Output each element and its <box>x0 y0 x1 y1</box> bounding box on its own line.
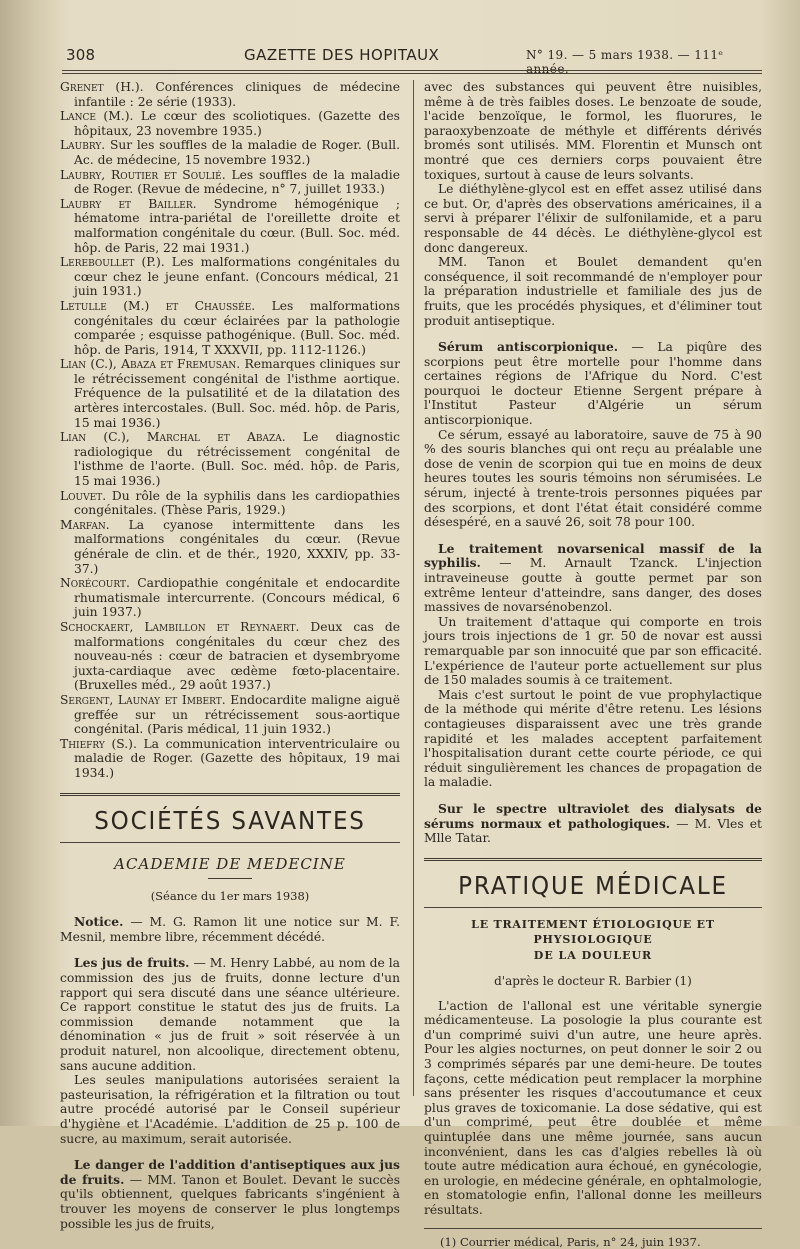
reference-text: La cyanose intermittente dans les malformations congénitales du cœur. (Revue générale de clin. et de thér., 1920, XXXIV, pp. 33-37.) <box>74 517 400 576</box>
jus-paragraph-1 <box>60 956 400 1073</box>
reference-item <box>60 430 400 488</box>
reference-text: La communication interventriculaire ou maladie de Roger. (Gazette des hôpitaux, 19 mai 1934.) <box>74 736 400 780</box>
article-title: LE TRAITEMENT ÉTIOLOGIQUE ET PHYSIOLOGIQUE <box>471 918 715 946</box>
jus-text-1: — M. Henry Labbé, au nom de la commission des jus de fruits, donne lecture d'un rapport qui sera discuté dans une séance ultérieure. Ce rapport constitue le statut des jus de fruits. La commission demande notamment que la dénomination « jus de fruit » soit réservée à un produit naturel, non alcoolique, directement obtenu, sans aucune addition. <box>60 956 400 1073</box>
serum-paragraph-1 <box>424 340 762 428</box>
danger-paragraph <box>60 1158 400 1231</box>
reference-author: Thiefry (S.). <box>60 736 137 751</box>
spectre-paragraph <box>424 802 762 846</box>
reference-item <box>60 693 400 737</box>
spectre-text: — M. Vles et Mlle Tatar. <box>424 816 762 846</box>
reference-author: Laubry, Routier et Soulié. <box>60 167 226 182</box>
reference-text: Le diagnostic radiologique du rétrécissement congénital de l'isthme de l'aorte. (Bull. Soc. méd. hôp. de Paris, 15 mai 1936.) <box>74 430 400 489</box>
issue-info: N° 19. — 5 mars 1938. — 111ᵉ année. <box>526 48 724 76</box>
right-column <box>424 80 762 1249</box>
notice-lead: Notice. <box>74 914 124 930</box>
section-rule-bottom <box>60 842 400 843</box>
journal-title: GAZETTE DES HOPITAUX <box>244 46 440 64</box>
reference-author: Sergent, Launay et Imbert. <box>60 692 226 707</box>
reference-text: Les malformations congénitales du cœur chez le jeune enfant. (Concours médical, 21 juin 1931.) <box>74 255 400 299</box>
reference-list <box>60 80 400 781</box>
reference-item <box>60 109 400 138</box>
danger-lead: Le danger de l'addition d'antiseptiques aux jus de fruits. <box>60 1157 400 1187</box>
jus-paragraph-2: Les seules manipulations autorisées seraient la pasteurisation, la réfrigération et la filtration ou tout autre procédé autorisé par le Conseil supérieur d'hygiène et l'Académie. L'addition de 25 p. 100 de sucre, au maximum, serait autorisée. <box>60 1073 400 1146</box>
left-column <box>60 80 400 1231</box>
short-rule <box>208 878 252 879</box>
header-rule-2 <box>62 73 762 74</box>
spectre-lead: Sur le spectre ultraviolet des dialysats de sérums normaux et pathologiques. <box>424 800 762 831</box>
reference-item <box>60 255 400 299</box>
reference-author: Lance (M.). <box>60 109 134 124</box>
reference-author: Marfan. <box>60 517 110 532</box>
article-subtitle: DE LA DOULEUR <box>533 949 653 963</box>
traitement-paragraph-1 <box>424 542 762 615</box>
page-header <box>62 42 762 76</box>
reference-item <box>60 620 400 693</box>
session-date: (Séance du 1er mars 1938) <box>150 888 310 903</box>
jus-lead: Les jus de fruits. <box>74 955 190 971</box>
reference-item <box>60 168 400 197</box>
reference-text: Syndrome hémogénique ; hématome intra-pariétal de l'oreillette droite et malformation congénitale du cœur. (Bull. Soc. méd. hôp. de Paris, 22 mai 1931.) <box>74 196 400 255</box>
reference-text: Remarques cliniques sur le rétrécissement congénital de l'isthme aortique. Fréquence de la pulsatilité et de la dilatation des artères intercostales. (Bull. Soc. méd. hôp. de Paris, 15 mai 1936.) <box>74 357 400 430</box>
footnote: (1) Courrier médical, Paris, n° 24, juin 1937. <box>424 1228 762 1249</box>
reference-text: Cardiopathie congénitale et endocardite rhumatismale intercurrente. (Concours médical, 6 juin 1937.) <box>74 576 400 620</box>
continued-paragraph-3: MM. Tanon et Boulet demandent qu'en conséquence, il soit recommandé de n'employer pour la préparation industrielle et familiale des jus de fruits, que les procédés physiques, et d'éliminer tout produit antiseptique. <box>424 255 762 328</box>
reference-author: Laubry. <box>60 138 106 153</box>
serum-text-1: — La piqûre des scorpions peut être mortelle pour l'homme dans certaines régions de l'Afrique du Nord. C'est pourquoi le docteur Etienne Sergent prépare à l'Institut Pasteur d'Algérie un sérum antiscorpionique. <box>424 340 762 428</box>
reference-item <box>60 299 400 357</box>
reference-item <box>60 489 400 518</box>
reference-author: Lian (C.), Marchal et Abaza. <box>60 430 286 445</box>
reference-item <box>60 197 400 255</box>
notice-text: — M. G. Ramon lit une notice sur M. F. Mesnil, membre libre, récemment décédé. <box>60 915 400 944</box>
column-divider <box>413 80 414 1096</box>
traitement-paragraph-3: Mais c'est surtout le point de vue prophylactique de la méthode qui mérite d'être retenu. Les lésions contagieuses disparaissent avec une très grande rapidité et les malades acceptent parfaitement l'hospitalisation durant cette courte période, ce qui réduit singulièrement les chances de propagation de la maladie. <box>424 687 762 790</box>
continued-paragraph-2: Le diéthylène-glycol est en effet assez utilisé dans ce but. Or, d'après des observations américaines, il a servi à préparer l'élixir de sulfonilamide, et a paru responsable de 44 décès. Le diéthylène-glycol est donc dangereux. <box>424 182 762 255</box>
reference-item <box>60 80 400 109</box>
reference-item <box>60 737 400 781</box>
reference-item <box>60 576 400 620</box>
reference-item <box>60 518 400 576</box>
reference-text: Du rôle de la syphilis dans les cardiopathies congénitales. (Thèse Paris, 1929.) <box>74 488 400 518</box>
section-rule-right-bottom <box>424 907 762 908</box>
section-rule <box>60 793 400 796</box>
section-title-societes: SOCIÉTÉS SAVANTES <box>94 805 366 835</box>
serum-lead: Sérum antiscorpionique. <box>438 339 619 355</box>
traitement-lead: Le traitement novarsenical massif de la syphilis. <box>424 540 762 571</box>
traitement-paragraph-2: Un traitement d'attaque qui comporte en trois jours trois injections de 1 gr. 50 de novar est aussi remarquable par son innocuité que par son efficacité. L'expérience de l'auteur porte actuellement sur plus de 150 malades soumis à ce traitement. <box>424 614 762 688</box>
reference-item <box>60 357 400 430</box>
reference-text: Les souffles de la maladie de Roger. (Revue de médecine, n° 7, juillet 1933.) <box>74 167 400 197</box>
section-title-pratique: PRATIQUE MÉDICALE <box>458 870 728 900</box>
reference-author: Louvet. <box>60 488 107 503</box>
reference-text: Deux cas de malformations congénitales du cœur chez des nouveau-nés : cœur de batracien et dysembryome juxta-cardiaque avec œdème fœto-placentaire. (Bruxelles méd., 29 août 1937.) <box>74 619 400 693</box>
continued-paragraph-1: avec des substances qui peuvent être nuisibles, même à de très faibles doses. Le benzoate de soude, l'acide benzoïque, le formol, les fluorures, le paraoxybenzoate de méthyle et différents dérivés bromés sont utilisés. MM. Florentin et Munsch ont montré que ces derniers corps pouvaient être toxiques, surtout à cause de leurs solvants. <box>424 80 762 182</box>
article-byline: d'après le docteur R. Barbier (1) <box>494 974 692 989</box>
reference-author: Laubry et Bailler. <box>60 196 197 211</box>
danger-text: — MM. Tanon et Boulet. Devant le succès qu'ils obtiennent, quelques fabricants s'ingénient à trouver les moyens de conserver le plus longtemps possible les jus de fruits, <box>60 1172 401 1231</box>
header-rule <box>62 70 762 71</box>
section-rule-right <box>424 858 762 861</box>
reference-author: Schockaert, Lambillon et Reynaert. <box>60 619 300 634</box>
reference-author: Lereboullet (P.). <box>60 255 165 270</box>
reference-text: Les malformations congénitales du cœur éclairées par la pathologie comparée ; esquisse pathogénique. (Bull. Soc. méd. hôp. de Paris, 1914, T XXXVII, pp. 1112-1126.) <box>74 298 400 357</box>
serum-paragraph-2: Ce sérum, essayé au laboratoire, sauve de 75 à 90 % des souris blanches qui ont reçu au préalable une dose de venin de scorpion qui tue en moins de deux heures toutes les souris témoins non sérumisées. Le sérum, injecté à trente-trois personnes piquées par des scorpions, et dont l'état était considéré comme désespéré, en a sauvé 26, soit 78 pour 100. <box>424 427 762 530</box>
reference-item <box>60 138 400 167</box>
reference-author: Grenet (H.). <box>60 80 144 94</box>
reference-author: Norécourt. <box>60 576 130 591</box>
page-number: 308 <box>66 46 96 64</box>
reference-text: Conférences cliniques de médecine infantile : 2e série (1933). <box>74 80 400 109</box>
reference-author: Lian (C.), Abaza et Fremusan. <box>60 357 241 372</box>
reference-author: Letulle (M.) et Chaussée. <box>60 298 256 313</box>
traitement-text-1: — M. Arnault Tzanck. L'injection intraveineuse goutte à goutte permet par son extrême lenteur d'atteindre, sans danger, des doses massives de novarsénobenzol. <box>424 556 762 615</box>
reference-text: Endocardite maligne aiguë greffée sur un rétrécissement sous-aortique congénital. (Paris médical, 11 juin 1932.) <box>74 692 400 737</box>
academy-title: ACADEMIE DE MEDECINE <box>114 855 346 874</box>
reference-text: Le cœur des scoliotiques. (Gazette des hôpitaux, 23 novembre 1935.) <box>74 109 400 138</box>
article-paragraph: L'action de l'allonal est une véritable synergie médicamenteuse. La posologie la plus courante est d'un comprimé suivi d'un autre, une heure après. Pour les algies nocturnes, on peut donner le soir 2 ou 3 comprimés séparés par une demi-heure. De toutes façons, cette médication peut remplacer la morphine sans présenter les risques d'accoutumance et ceux plus graves de toxicomanie. La dose sédative, qui est d'un comprimé, peut être doublée et même quintuplée dans une même journée, sans aucun inconvénient, dans les cas d'algies rebelles là où toute autre médication aura échoué, en gynécologie, en urologie, en médecine générale, en ophtalmologie, en stomatologie enfin, l'allonal donne les meilleurs résultats. <box>424 998 762 1217</box>
reference-text: Sur les souffles de la maladie de Roger. (Bull. Ac. de médecine, 15 novembre 1932.) <box>74 138 400 167</box>
notice-paragraph <box>60 915 400 944</box>
